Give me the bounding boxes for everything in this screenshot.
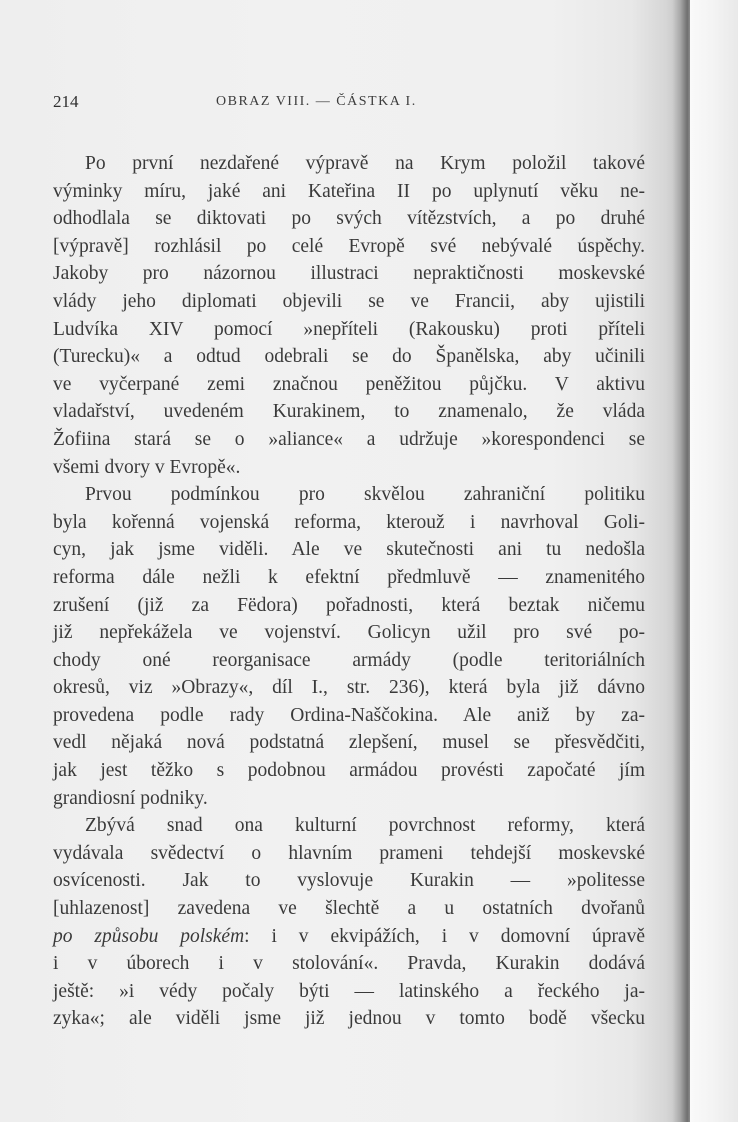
text-line-mixed [53,923,645,951]
text-line: Po první nezdařené výpravě na Krym položil takové [85,153,645,174]
text-line: osvícenosti. Jak to vyslovuje Kurakin — »politesse [53,870,645,892]
text-line: Zbývá snad ona kulturní povrchnost reformy, která [85,815,645,837]
text-line: grandiosní podniky. [53,787,208,809]
text-line: již nepřekážela ve vojenství. Golicyn užil pro své po- [53,622,645,644]
text-line: i v úborech i v stolování«. Pravda, Kurakin dodává [53,953,645,975]
body-text [53,150,645,1033]
text-line: ještě: »i védy počaly býti — latinského a řeckého ja- [53,980,645,1002]
text-line: byla kořenná vojenská reforma, kterouž i navrhoval Goli- [53,511,645,533]
text-line: vydávala svědectví o hlavním prameni tehdejší moskevské [53,842,645,864]
text-line: cyn, jak jsme viděli. Ale ve skutečnosti ani tu nedošla [53,539,645,561]
text-line: odhodlala se diktovati po svých vítězstvích, a po druhé [53,208,645,230]
page-header [0,92,686,116]
text-line: provedena podle rady Ordina-Naščokina. Ale aniž by za- [53,704,645,726]
page-number: 214 [53,92,79,111]
italic-phrase: po způsobu polském [53,925,245,947]
text-line: [uhlazenost] zavedena ve šlechtě a u ostatních dvořanů [53,898,645,920]
text-line-rest: : i v ekvipážích, i v domovní úpravě [244,925,645,947]
text-line: vlády jeho diplomati objevili se ve Francii, aby ujistili [53,290,645,312]
text-line: Jakoby pro názornou illustraci nepraktičnosti moskevské [53,263,645,285]
text-line: (Turecku)« a odtud odebrali se do Španělska, aby učinili [53,346,645,368]
text-line: reforma dále nežli k efektní předmluvě — znamenitého [53,566,645,588]
page-gutter-shadow [672,0,690,1122]
page-edge [690,0,738,1122]
text-line: zrušení (již za Fëdora) pořadnosti, která beztak ničemu [53,594,645,616]
running-head: OBRAZ VIII. — ČÁSTKA I. [216,94,417,109]
text-line: chody oné reorganisace armády (podle teritoriálních [53,649,645,671]
text-line: Ludvíka XIV pomocí »nepříteli (Rakousku) proti příteli [53,318,645,340]
text-line: vedl nějaká nová podstatná zlepšení, musel se přesvědčiti, [53,732,645,754]
text-line: vladařství, uvedeném Kurakinem, to znamenalo, že vláda [53,401,645,423]
text-line: jak jest těžko s podobnou armádou provésti započaté jím [53,760,645,782]
text-line: zyka«; ale viděli jsme již jednou v tomto bodě všecku [53,1008,645,1030]
text-line: [výpravě] rozhlásil po celé Evropě své nebývalé úspěchy. [53,235,645,257]
text-line: okresů, viz »Obrazy«, díl I., str. 236), která byla již dávno [53,677,645,699]
text-line: výminky míru, jaké ani Kateřina II po uplynutí věku ne- [53,180,645,202]
text-line: všemi dvory v Evropě«. [53,456,241,478]
text-line: Žofiina stará se o »aliance« a udržuje »korespondenci se [53,428,645,450]
text-line: ve vyčerpané zemi značnou peněžitou půjčku. V aktivu [53,373,645,395]
text-line: Prvou podmínkou pro skvělou zahraniční politiku [85,484,645,506]
